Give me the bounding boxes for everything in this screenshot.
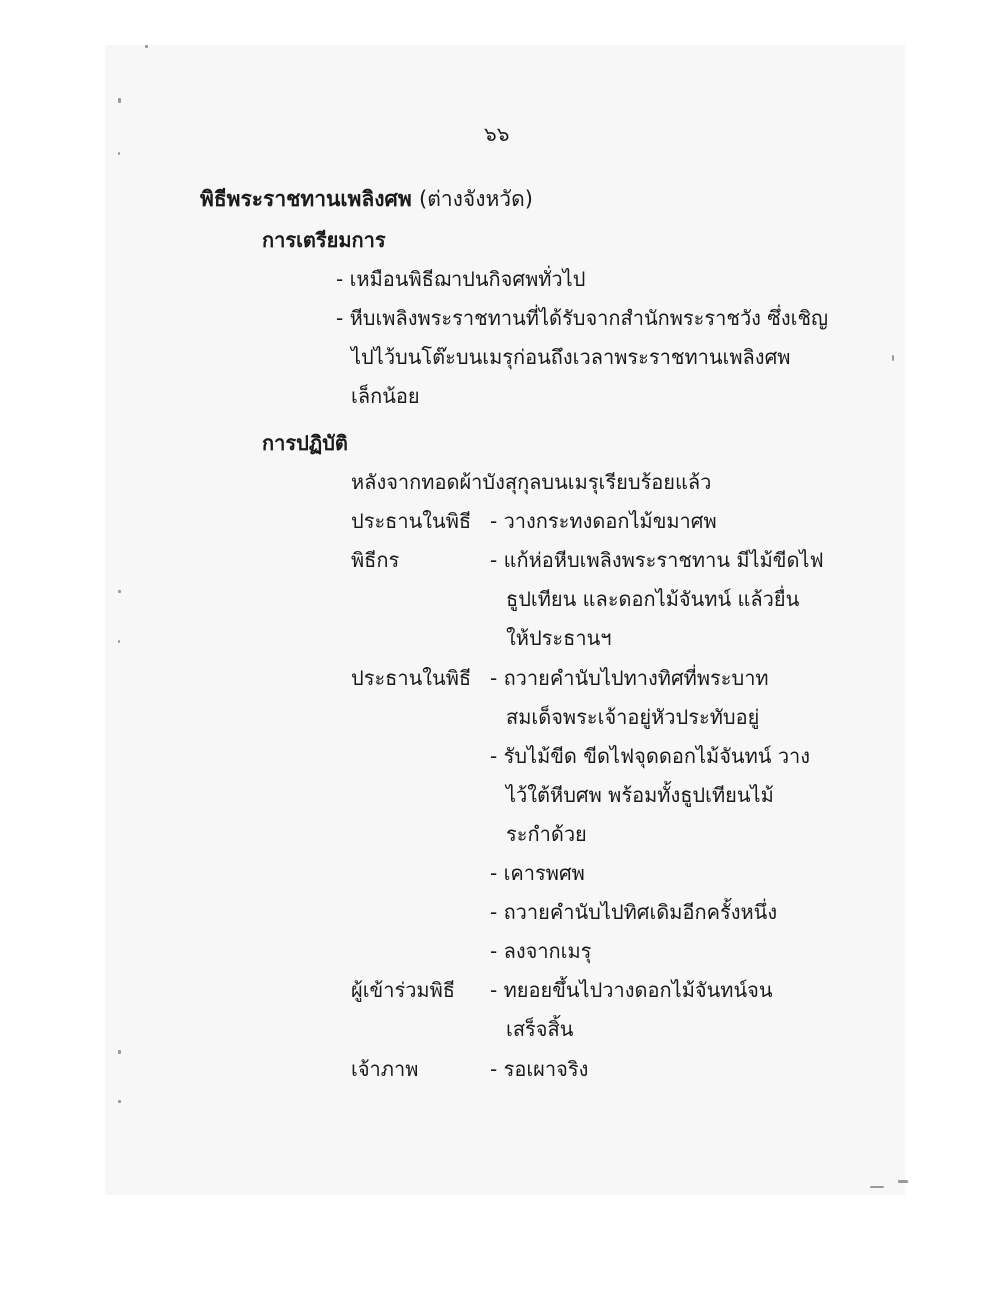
role-action-line: ธูปเทียน และดอกไม้จันทน์ แล้วยื่น [506,587,800,611]
role-label: ประธานในพิธี [351,666,472,690]
scan-speck [118,1100,121,1103]
role-action-line: - ทยอยขึ้นไปวางดอกไม้จันทน์จน [490,978,773,1002]
role-action-line: - รับไม้ขีด ขีดไฟจุดดอกไม้จันทน์ วาง [490,744,811,768]
scan-speck [898,1180,908,1183]
scan-speck [118,590,121,593]
scan-speck [870,1186,884,1188]
role-action-line: - วางกระทงดอกไม้ขมาศพ [490,509,717,533]
role-label: เจ้าภาพ [351,1057,419,1081]
title-text: พิธีพระราชทานเพลิงศพ [200,187,412,211]
role-label: ประธานในพิธี [351,509,472,533]
title-note: (ต่างจังหวัด) [419,187,533,211]
preparation-item-line: - หีบเพลิงพระราชทานที่ได้รับจากสำนักพระราชวัง ซึ่งเชิญ [336,306,829,330]
role-label: ผู้เข้าร่วมพิธี [351,978,456,1002]
role-action-line: ให้ประธานฯ [506,626,612,650]
preparation-item-line: ไปไว้บนโต๊ะบนเมรุก่อนถึงเวลาพระราชทานเพลิงศพ [351,345,791,369]
practice-heading: การปฏิบัติ [262,431,348,455]
page-number: ๖๖ [484,122,510,146]
document-title [200,183,533,216]
scan-speck [118,152,120,155]
role-action-line: สมเด็จพระเจ้าอยู่หัวประทับอยู่ [506,705,760,729]
role-label: พิธีกร [351,548,400,572]
role-action-line: - ลงจากเมรุ [490,939,592,963]
scan-speck [145,45,148,48]
scan-speck [118,1050,121,1054]
scan-speck [118,640,120,643]
scan-speck [118,98,121,103]
practice-intro: หลังจากทอดผ้าบังสุกุลบนเมรุเรียบร้อยแล้ว [351,470,712,494]
page-sheet [105,45,905,1195]
role-action-line: - แก้ห่อหีบเพลิงพระราชทาน มีไม้ขีดไฟ [490,548,824,572]
scan-speck [892,355,894,361]
preparation-heading: การเตรียมการ [262,228,386,252]
role-action-line: ระกำด้วย [506,822,587,846]
role-action-line: - ถวายคำนับไปทิศเดิมอีกครั้งหนึ่ง [490,900,778,924]
role-action-line: - ถวายคำนับไปทางทิศที่พระบาท [490,666,769,690]
preparation-item: - เหมือนพิธีฌาปนกิจศพทั่วไป [336,267,586,291]
role-action-line: เสร็จสิ้น [506,1017,574,1041]
role-action-line: - รอเผาจริง [490,1057,589,1081]
role-action-line: - เคารพศพ [490,861,585,885]
role-action-line: ไว้ใต้หีบศพ พร้อมทั้งธูปเทียนไม้ [506,783,774,807]
preparation-item-line: เล็กน้อย [351,384,420,408]
